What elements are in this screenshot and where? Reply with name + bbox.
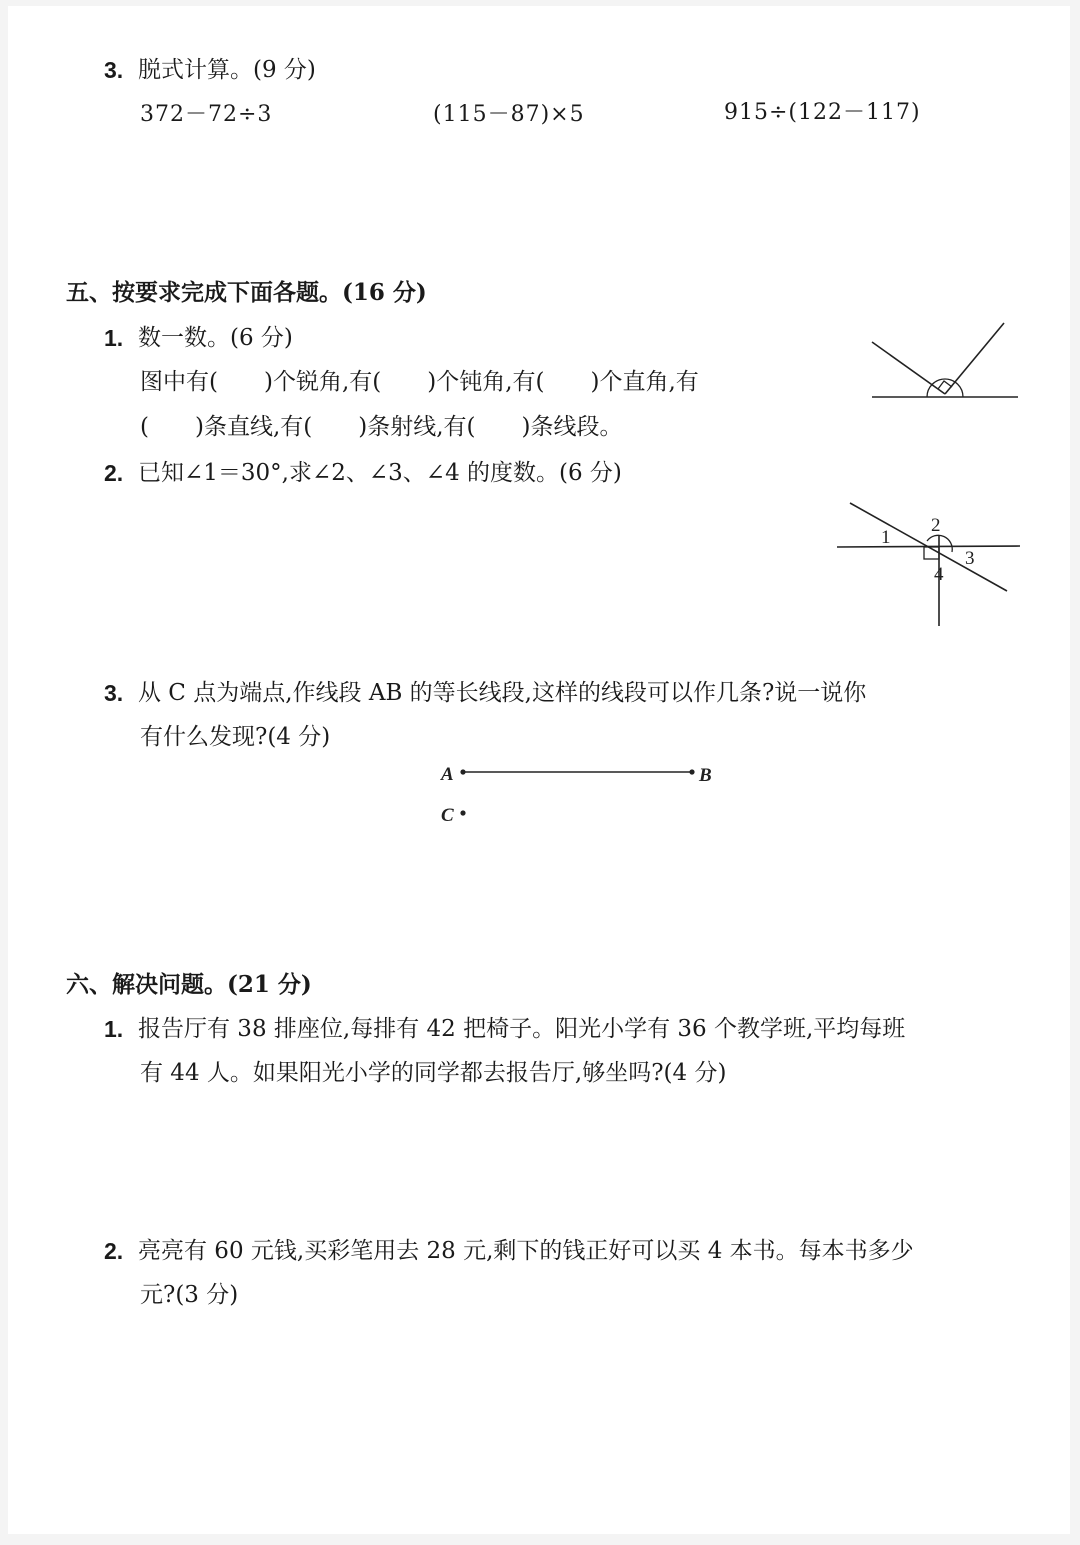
point-c-dot xyxy=(460,810,465,815)
s6-q1-line1: 报告厅有 38 排座位,每排有 42 把椅子。阳光小学有 36 个教学班,平均每班 xyxy=(138,1016,906,1042)
s6-q2-line2: 元?(3 分) xyxy=(140,1282,239,1308)
point-a-dot xyxy=(460,769,465,774)
s5-q3-number: 3. xyxy=(104,680,124,706)
s5-q1-line1: 图中有( )个锐角,有( )个钝角,有( )个直角,有 xyxy=(140,369,699,395)
angle-label-3: 3 xyxy=(965,548,975,569)
ray-left xyxy=(872,342,945,394)
angles-figure xyxy=(865,318,1025,408)
point-a-label: A xyxy=(441,764,454,785)
ray-right xyxy=(945,323,1004,394)
s6-q2-number: 2. xyxy=(104,1238,124,1264)
q4-3-number: 3. xyxy=(104,57,124,83)
s5-q1-line2: ( )条直线,有( )条射线,有( )条线段。 xyxy=(140,414,623,440)
angle-label-1: 1 xyxy=(881,527,891,548)
s5-q2-title: 已知∠1＝30°,求∠2、∠3、∠4 的度数。(6 分) xyxy=(138,460,622,486)
s5-q2-number: 2. xyxy=(104,460,124,486)
expression-2: (115－87)×5 xyxy=(433,102,585,127)
point-b-label: B xyxy=(699,765,712,786)
intersecting-lines-figure xyxy=(835,495,1025,630)
s5-q1-number: 1. xyxy=(104,325,124,351)
angle-label-4: 4 xyxy=(934,564,944,585)
expression-1: 372－72÷3 xyxy=(140,102,273,127)
angle-label-2: 2 xyxy=(931,515,941,536)
q4-3-title: 脱式计算。(9 分) xyxy=(138,57,316,83)
s6-q1-number: 1. xyxy=(104,1016,124,1042)
s6-q1-line2: 有 44 人。如果阳光小学的同学都去报告厅,够坐吗?(4 分) xyxy=(140,1060,727,1086)
section-6-title: 六、解决问题。(21 分) xyxy=(66,971,312,998)
s5-q1-title: 数一数。(6 分) xyxy=(138,325,293,351)
point-c-label: C xyxy=(441,805,454,826)
point-b-dot xyxy=(689,769,694,774)
expression-3: 915÷(122－117) xyxy=(724,100,921,125)
segment-ab-figure xyxy=(430,755,730,835)
s5-q3-line1: 从 C 点为端点,作线段 AB 的等长线段,这样的线段可以作几条?说一说你 xyxy=(138,680,867,706)
s5-q3-line2: 有什么发现?(4 分) xyxy=(140,724,331,750)
section-5-title: 五、按要求完成下面各题。(16 分) xyxy=(66,279,427,306)
s6-q2-line1: 亮亮有 60 元钱,买彩笔用去 28 元,剩下的钱正好可以买 4 本书。每本书多少 xyxy=(138,1238,914,1264)
